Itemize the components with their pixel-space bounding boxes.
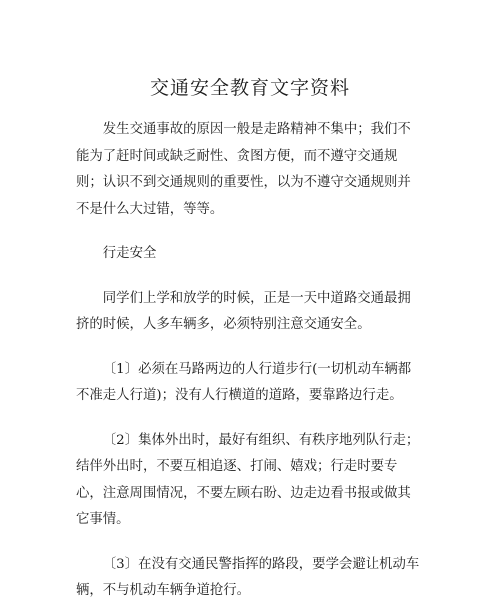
paragraph-accident-causes: 发生交通事故的原因一般是走路精神不集中；我们不能为了赶时间或缺乏耐性、贪图方便，而不遵守交通规则；认识不到交通规则的重要性，以为不遵守交通规则并不是什么大过错，等等。 <box>76 122 411 217</box>
document-title: 交通安全教育文字资料 <box>149 77 350 99</box>
paragraph-gap <box>76 534 421 552</box>
paragraph-gap <box>76 223 421 241</box>
paragraph-school-traffic: 同学们上学和放学的时候，正是一天中道路交通最拥挤的时候，人多车辆多，必须特别注意交通安全。 <box>76 290 411 332</box>
document-body <box>76 117 421 605</box>
section-heading-walking-safety: 行走安全 <box>102 246 157 261</box>
paragraph-rule-1: 〔1〕必须在马路两边的人行道步行(一切机动车辆都不准走人行道)；没有人行横道的道路，要靠路边行走。 <box>76 361 412 403</box>
paragraph-gap <box>76 339 421 357</box>
paragraph-gap <box>76 410 421 428</box>
paragraph-gap <box>76 268 421 286</box>
paragraph-rule-3: 〔3〕在没有交通民警指挥的路段，要学会避让机动车辆，不与机动车辆争道抢行。 <box>76 556 420 598</box>
paragraph-rule-2: 〔2〕集体外出时，最好有组织、有秩序地列队行走；结伴外出时，不要互相追逐、打闹、嬉戏；行走时要专心，注意周围情况，不要左顾右盼、边走边看书报或做其它事情。 <box>76 432 420 527</box>
